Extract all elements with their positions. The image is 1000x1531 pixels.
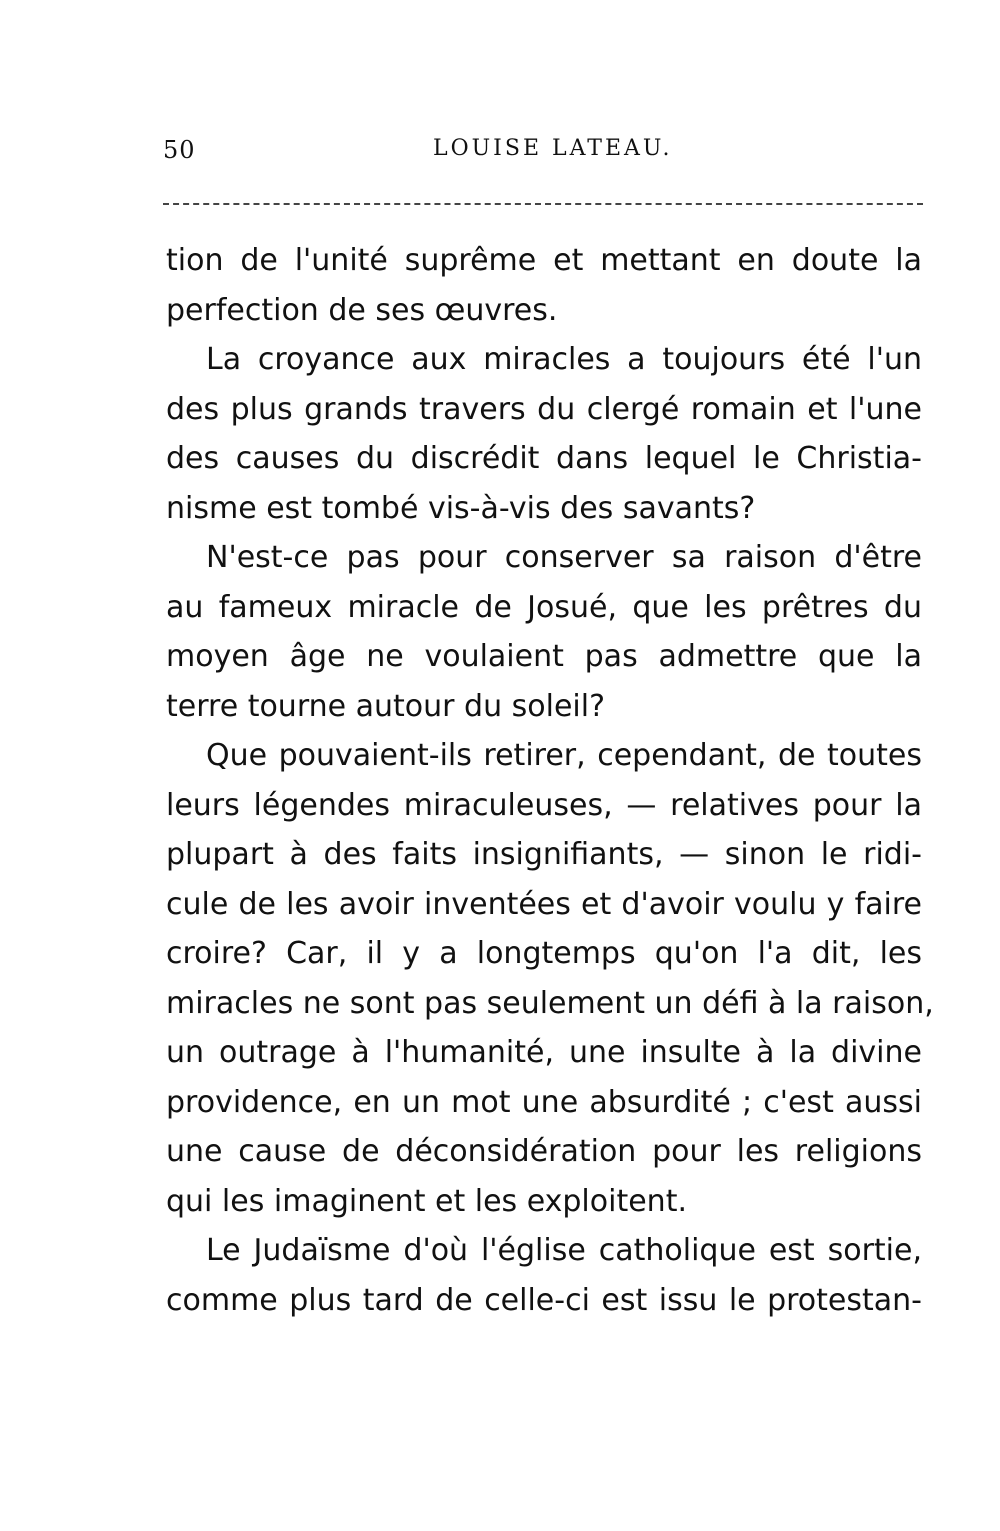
text-line: des causes du discrédit dans lequel le Christia- bbox=[166, 441, 922, 476]
body-text bbox=[166, 236, 934, 1325]
text-line: une cause de déconsidération pour les religions bbox=[166, 1134, 922, 1169]
running-head bbox=[163, 136, 923, 166]
header-rule bbox=[163, 203, 923, 205]
text-line: N'est-ce pas pour conserver sa raison d'être bbox=[206, 540, 922, 575]
text-line: La croyance aux miracles a toujours été l'un bbox=[206, 342, 922, 377]
text-line: leurs légendes miraculeuses, — relatives pour la bbox=[166, 787, 922, 823]
text-line: Le Judaïsme d'où l'église catholique est sortie, bbox=[206, 1233, 922, 1268]
text-line: plupart à des faits insignifiants, — sinon le ridi- bbox=[166, 837, 922, 872]
text-line: tion de l'unité suprême et mettant en doute la bbox=[166, 243, 922, 278]
text-line: Que pouvaient-ils retirer, cependant, de toutes bbox=[206, 738, 922, 773]
text-line: providence, en un mot une absurdité ; c'est aussi bbox=[166, 1084, 922, 1120]
text-line: qui les imaginent et les exploitent. bbox=[166, 1183, 687, 1219]
text-line: cule de les avoir inventées et d'avoir voulu y faire bbox=[166, 886, 922, 922]
text-line: au fameux miracle de Josué, que les prêtres du bbox=[166, 589, 922, 625]
text-line: perfection de ses œuvres. bbox=[166, 292, 558, 328]
text-line: nisme est tombé vis-à-vis des savants? bbox=[166, 490, 756, 526]
text-line: croire? Car, il y a longtemps qu'on l'a dit, les bbox=[166, 936, 922, 971]
running-title: LOUISE LATEAU. bbox=[433, 136, 673, 161]
text-line: des plus grands travers du clergé romain et l'une bbox=[166, 391, 922, 427]
text-line: comme plus tard de celle-ci est issu le protestan- bbox=[166, 1282, 922, 1318]
text-line: miracles ne sont pas seulement un défi à la raison, bbox=[166, 985, 934, 1021]
text-line: un outrage à l'humanité, une insulte à la divine bbox=[166, 1035, 922, 1070]
page-number: 50 bbox=[163, 136, 196, 164]
text-line: terre tourne autour du soleil? bbox=[166, 688, 605, 724]
text-line: moyen âge ne voulaient pas admettre que la bbox=[166, 639, 922, 674]
